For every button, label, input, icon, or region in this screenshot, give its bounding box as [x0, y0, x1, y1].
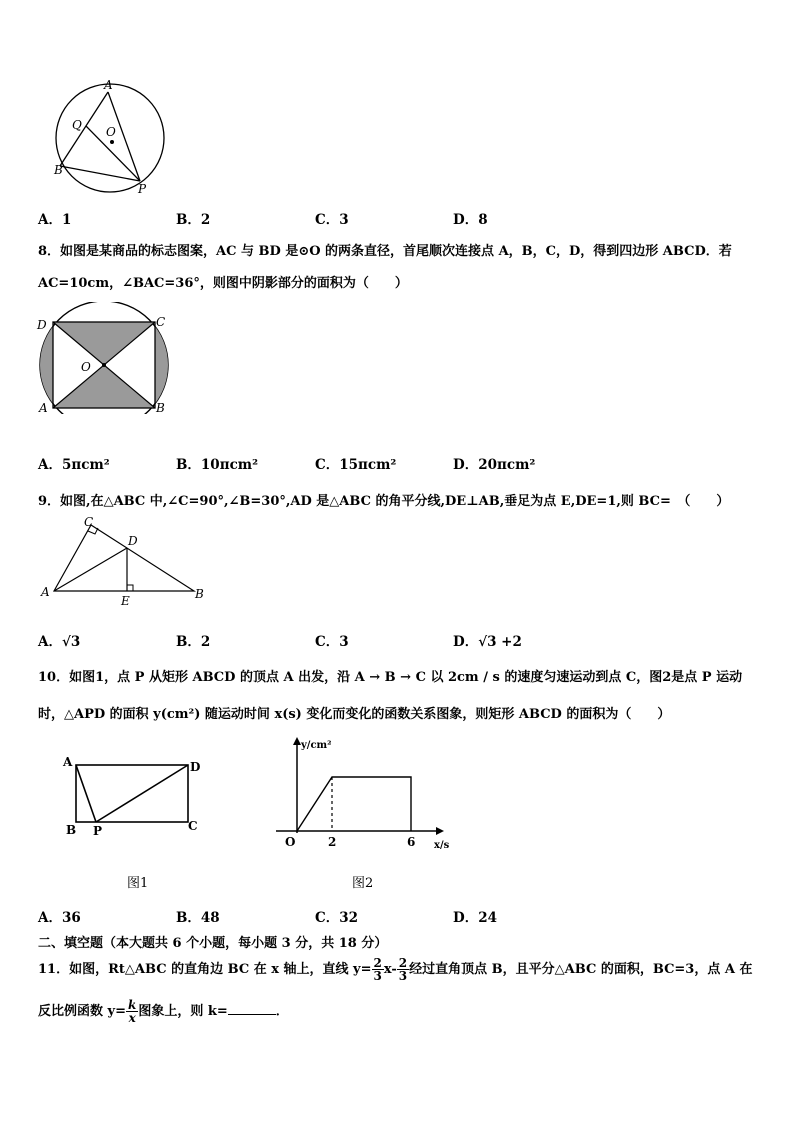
q8-shade-top	[53, 322, 155, 365]
q11-frac3-den: x	[128, 1011, 136, 1025]
q10-fig2-label-x: x/s	[434, 840, 450, 851]
q10-line-pd	[96, 765, 188, 822]
q11-stem-line2	[38, 995, 289, 1029]
q9-stem-line1: 9．如图,在△ABC 中,∠C=90°,∠B=30°,AD 是△ABC 的角平分线,DE⊥AB,垂足为点 E,DE=1,则 BC= （ ）	[38, 494, 730, 509]
q8-shade-bottom	[53, 365, 155, 408]
q11-text-1a: 11．如图，Rt△ABC 的直角边 BC 在 x 轴上，直线 y=	[38, 962, 372, 977]
q7-label-q: Q	[72, 118, 82, 132]
q7-label-a: A	[104, 78, 113, 92]
q9-option-a[interactable]: A．√3	[38, 634, 81, 650]
q8-label-o: O	[81, 360, 91, 374]
q7-label-b: B	[54, 163, 63, 177]
q7-option-c[interactable]: C．3	[315, 212, 349, 228]
q10-line-ap	[76, 765, 96, 822]
q11-text-1c: 经过直角顶点 B，且平分△ABC 的面积，BC=3，点 A 在	[409, 962, 753, 977]
q8-option-c[interactable]: C．15πcm²	[315, 457, 397, 473]
q10-fig1-label-p: P	[93, 824, 103, 838]
q8-label-d: D	[37, 318, 47, 332]
q8-label-c: C	[156, 315, 166, 329]
q11-text-2a: 反比例函数 y=	[38, 1004, 126, 1019]
q11-frac2-num: 2	[398, 956, 408, 970]
q10-x-arrow	[436, 827, 444, 835]
q11-answer-blank[interactable]	[228, 1002, 276, 1015]
q10-fig2-label-y: y/cm²	[301, 740, 332, 751]
q8-logo-figure	[34, 302, 174, 414]
q11-fraction-1	[372, 957, 384, 982]
q7-line-ab	[60, 92, 108, 166]
q10-option-a[interactable]: A．36	[38, 910, 81, 926]
q10-fig2-label-o: O	[285, 835, 296, 849]
q10-caption-fig1: 图1	[127, 876, 149, 891]
q8-option-b[interactable]: B．10πcm²	[176, 457, 258, 473]
q11-frac1-num: 2	[373, 956, 382, 970]
q10-figure1-rectangle	[60, 750, 210, 840]
q8-stem-line1: 8．如图是某商品的标志图案，AC 与 BD 是⊙O 的两条直径，首尾顺次连接点 A，B，C，D，得到四边形 ABCD．若	[38, 244, 732, 259]
q10-fig1-label-c: C	[188, 819, 198, 833]
q8-center-dot	[102, 363, 106, 367]
q7-circle-figure	[48, 74, 173, 199]
q10-fig1-label-b: B	[66, 823, 77, 837]
q11-text-2c: ．	[275, 1004, 289, 1019]
q11-frac1-den: 3	[373, 969, 382, 983]
q9-triangle-figure	[36, 512, 216, 608]
q8-stem-line2: AC=10cm，∠BAC=36°，则图中阴影部分的面积为（ ）	[38, 276, 408, 291]
q7-center-dot	[110, 140, 114, 144]
q8-label-b: B	[156, 401, 165, 414]
q10-fig2-tick-6: 6	[407, 835, 416, 849]
q9-line-ad	[54, 548, 127, 591]
q9-label-a: A	[41, 585, 50, 599]
q10-caption-fig2: 图2	[352, 876, 374, 891]
q11-fraction-3	[126, 999, 138, 1024]
q7-option-b[interactable]: B．2	[176, 212, 211, 228]
q7-label-p: P	[138, 182, 147, 196]
q10-fig1-label-a: A	[63, 755, 73, 769]
q9-label-d: D	[128, 534, 138, 548]
q11-text-2b: 图象上，则 k=	[138, 1004, 228, 1019]
q8-shade-right	[155, 322, 174, 408]
q9-label-e: E	[121, 594, 130, 608]
q10-option-c[interactable]: C．32	[315, 910, 359, 926]
q9-right-angle-e	[127, 585, 133, 591]
q7-option-a[interactable]: A．1	[38, 212, 72, 228]
q11-stem-line1	[38, 953, 753, 987]
q9-option-d[interactable]: D．√3 +2	[453, 634, 522, 650]
q8-option-d[interactable]: D．20πcm²	[453, 457, 536, 473]
q10-option-b[interactable]: B．48	[176, 910, 220, 926]
q9-option-c[interactable]: C．3	[315, 634, 349, 650]
q11-frac2-den: 3	[398, 969, 408, 983]
q11-fraction-2	[397, 957, 409, 982]
q9-label-b: B	[195, 587, 204, 601]
q8-shade-left	[34, 322, 53, 408]
q10-option-d[interactable]: D．24	[453, 910, 497, 926]
q8-label-a: A	[39, 401, 48, 414]
q7-label-o: O	[106, 125, 116, 139]
section2-heading: 二、填空题（本大题共 6 个小题，每小题 3 分，共 18 分）	[38, 936, 388, 951]
q11-text-1b: x-	[383, 962, 397, 977]
q10-stem-line1: 10．如图1，点 P 从矩形 ABCD 的顶点 A 出发，沿 A → B → C 以 2cm / s 的速度匀速运动到点 C，图2是点 P 运动	[38, 670, 743, 685]
q10-fig1-label-d: D	[190, 760, 201, 774]
q10-stem-line2: 时，△APD 的面积 y(cm²) 随运动时间 x(s) 变化而变化的函数关系图象，则矩形 ABCD 的面积为（ ）	[38, 707, 671, 722]
q9-triangle-abc	[54, 525, 194, 591]
q7-option-d[interactable]: D．8	[453, 212, 488, 228]
q10-y-arrow	[293, 737, 301, 745]
q8-option-a[interactable]: A．5πcm²	[38, 457, 110, 473]
q10-fig2-tick-2: 2	[328, 835, 337, 849]
q11-frac3-num: k	[127, 998, 137, 1012]
q10-function-line	[297, 777, 411, 831]
q10-figure2-graph	[270, 735, 460, 855]
q9-label-c: C	[84, 515, 94, 529]
q9-option-b[interactable]: B．2	[176, 634, 211, 650]
